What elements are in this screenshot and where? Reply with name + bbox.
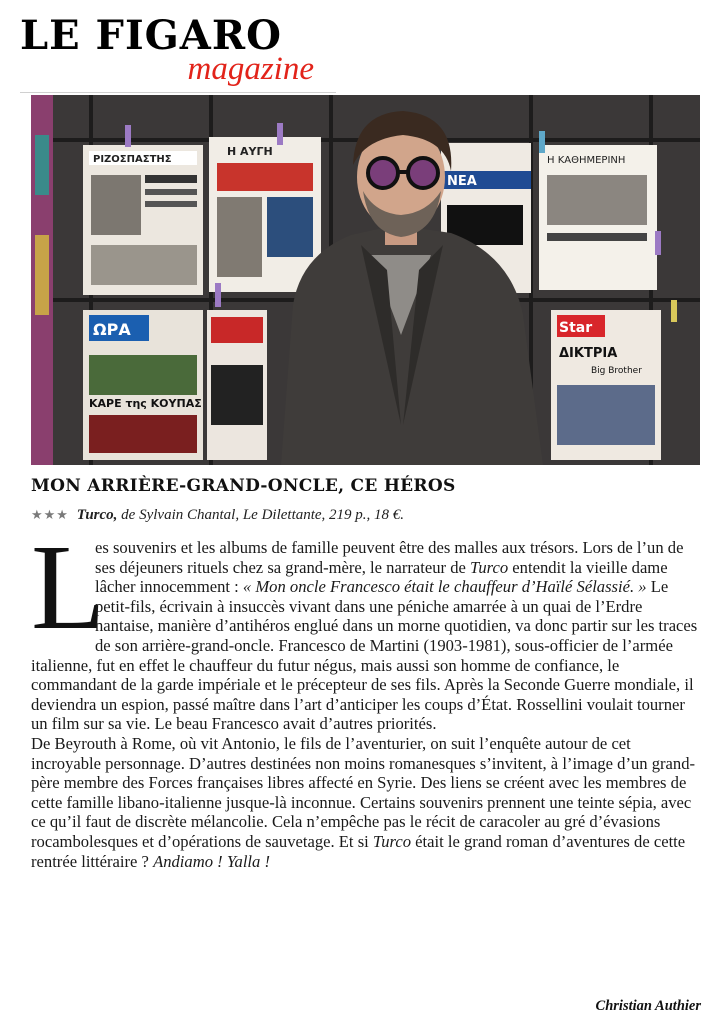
book-title: Turco, [76, 507, 118, 523]
paragraph-2-part-b: était le grand roman d’aventures de cette rentrée littéraire ? [31, 831, 686, 871]
book-title-mention: Turco [470, 557, 509, 577]
article-author: Christian Authier [595, 998, 701, 1014]
paragraph-2 [31, 734, 703, 871]
newspaper-name-3: ΝΕΑ [447, 174, 477, 189]
masthead-title: LE FIGARO [20, 12, 282, 59]
newspaper-name-6: ΚΑΡΕ της ΚΟΥΠΑΣ [89, 397, 202, 410]
newspaper-name-8: ΔΙΚΤΡΙΑ [559, 346, 618, 361]
paragraph-1-part-b: entendit la vieille dame lâcher innocemment : [95, 557, 668, 597]
masthead-rule [20, 92, 336, 93]
newspaper-name-4: Η ΚΑΘΗΜΕΡΙΝΗ [547, 155, 626, 166]
closing-exclamation: Andiamo ! Yalla ! [153, 851, 271, 871]
masthead [20, 12, 320, 87]
paragraph-1-part-c: Le petit-fils, écrivain à insuccès vivant dans une péniche amarrée à un quai de l’Erdre nantaise, manière d’antihéros englué dans un morne quotidien, va donc partir sur les traces de son arrière-grand-oncle. Francesco de Martini (1903-1981), sous-officier de l’armée italienne, fut en effet le chauffeur du futur négus, mais aussi son homme de confiance, le commandant de la garde impériale et le précepteur de ses fils. Après la Seconde Guerre mondiale, il deviendra un espion, passé maître dans l’art d’anticiper les coups d’État. Rossellini voulait tourner un film sur sa vie. Le beau Francesco avait d’autres priorités. [31, 577, 698, 734]
quote: « Mon oncle Francesco était le chauffeur d’Haïlé Sélassié. » [242, 577, 647, 597]
book-details: de Sylvain Chantal, Le Dilettante, 219 p., 18 €. [121, 507, 405, 523]
paragraph-1 [31, 520, 703, 734]
author-photo [31, 95, 700, 465]
rating-stars: ★★★ [31, 507, 69, 522]
book-title-mention-2: Turco [372, 831, 412, 851]
article-body [31, 520, 703, 871]
masthead-subtitle: magazine [187, 51, 314, 87]
newspaper-name-1: ΡΙΖΟΣΠΑΣΤΗΣ [93, 154, 172, 165]
drop-cap: L [31, 520, 106, 655]
newspaper-name-7: Star [559, 320, 593, 336]
paragraph-1-part-a: es souvenirs et les albums de famille peuvent être des malles aux trésors. Lors de l’un de ses déjeuners rituels chez sa grand-mère, le narrateur de [95, 538, 684, 577]
newspaper-name-5: ΩΡΑ [93, 320, 131, 339]
newspaper-name-2: Η ΑΥΓΗ [227, 145, 273, 158]
article-headline: MON ARRIÈRE-GRAND-ONCLE, CE HÉROS [31, 476, 456, 496]
paragraph-2-part-a: De Beyrouth à Rome, où vit Antonio, le fils de l’aventurier, on suit l’enquête autour de cet incroyable personnage. D’autres destinées non moins romanesques s’invitent, à l’image d’un grand-père membre des Forces françaises libres affecté en Syrie. Des liens se créent avec les membres de cette famille libano-italienne jusque-là inconnue. Certains souvenirs prennent une teinte sépia, avec ce qu’il faut de discrète mélancolie. Cela n’empêche pas le récit de caracoler au gré d’évasions rocambolesques et d’opérations de sauvetage. Et si [31, 733, 696, 851]
newspaper-name-9: Big Brother [591, 366, 642, 376]
